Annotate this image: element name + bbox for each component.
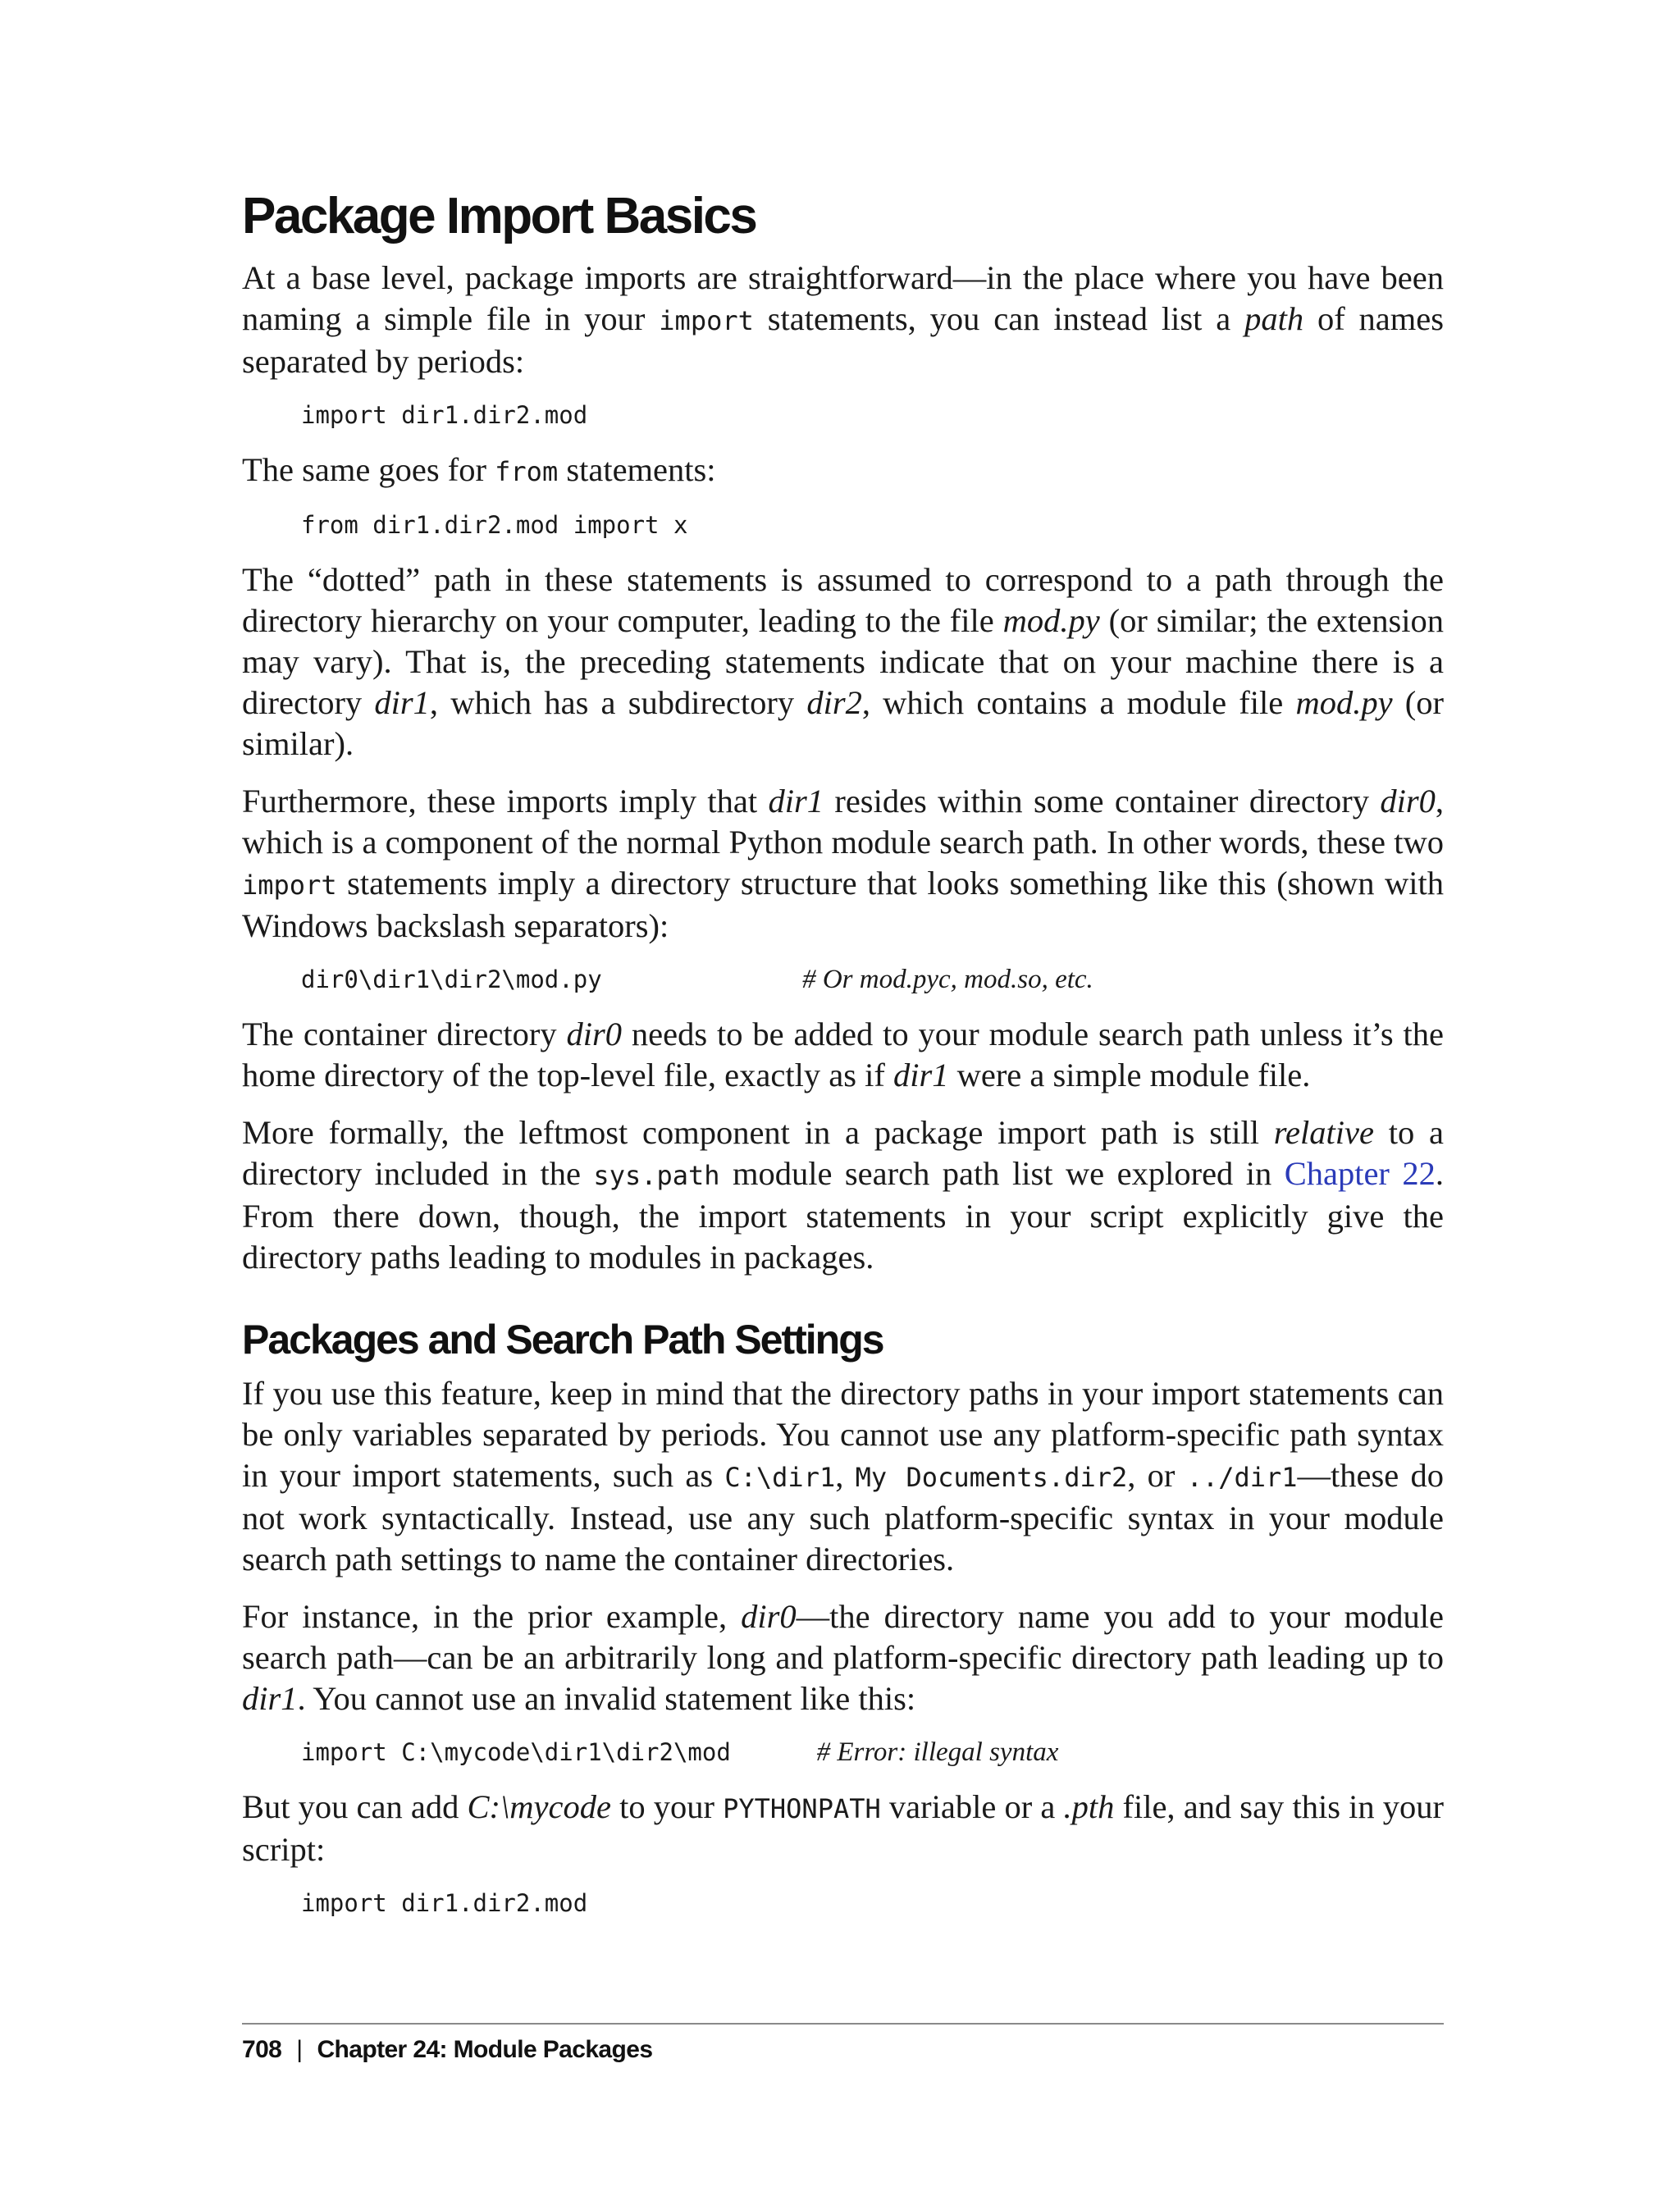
text: to a directory included in the bbox=[242, 1114, 1444, 1192]
inline-code: sys.path bbox=[593, 1160, 720, 1191]
code-line: import dir1.dir2.mod bbox=[301, 1889, 588, 1917]
text: If you use this feature, keep in mind that the directory paths in your import statements can be only variables separated by periods. You cannot use any platform-specific path syntax in your import statements, such as bbox=[242, 1375, 1444, 1494]
code-block bbox=[301, 1736, 1444, 1769]
text: statements: bbox=[558, 451, 716, 488]
emphasis: dir0 bbox=[1380, 783, 1436, 819]
text: statements imply a directory structure that looks something like this (shown with Windows backslash separators): bbox=[242, 865, 1444, 944]
text: —the directory name you add to your module search path—can be an arbitrarily long and platform-specific directory path leading up to bbox=[242, 1598, 1445, 1676]
text: (or similar; the extension may vary). That is, the preceding statements indicate that on your machine there is a directory bbox=[242, 602, 1445, 721]
inline-code: import bbox=[659, 305, 754, 336]
code-block bbox=[301, 399, 1444, 431]
chapter-22-link[interactable]: Chapter 22 bbox=[1284, 1155, 1436, 1192]
code-line: dir0\dir1\dir2\mod.py bbox=[301, 966, 602, 993]
inline-code: C:\dir1 bbox=[724, 1462, 836, 1493]
text: module search path list we explored in bbox=[719, 1155, 1285, 1192]
inline-code: import bbox=[242, 870, 337, 901]
text: At a base level, package imports are straightforward—in the place where you have been naming a simple file in your bbox=[242, 259, 1444, 337]
text: Furthermore, these imports imply that bbox=[242, 783, 769, 819]
text: , which contains a module file bbox=[861, 684, 1296, 721]
text: The “dotted” path in these statements is assumed to correspond to a path through the directory hierarchy on your computer, leading to the file bbox=[242, 561, 1444, 639]
code-block bbox=[301, 963, 1444, 996]
section-title-packages-and-search-path-settings: Packages and Search Path Settings bbox=[242, 1317, 883, 1363]
text: But you can add bbox=[242, 1788, 468, 1825]
emphasis: dir1 bbox=[242, 1680, 298, 1717]
text: (or similar). bbox=[242, 684, 1444, 762]
text: of names separated by periods: bbox=[242, 300, 1445, 380]
text: file, and say this in your script: bbox=[242, 1788, 1444, 1868]
page-footer bbox=[242, 2023, 1444, 2064]
code-block bbox=[301, 509, 1444, 541]
text: More formally, the leftmost component in a package import path is still bbox=[242, 1114, 1274, 1151]
emphasis: C:\mycode bbox=[467, 1788, 611, 1825]
page-content bbox=[242, 182, 1444, 1938]
paragraph bbox=[242, 781, 1444, 947]
text: , which is a component of the normal Python module search path. In other words, these two bbox=[242, 783, 1444, 861]
text: The container directory bbox=[242, 1016, 567, 1052]
paragraph bbox=[242, 450, 1444, 492]
text: —these do not work syntactically. Instead, use any such platform-specific syntax in your module search path settings to name the container directories. bbox=[242, 1457, 1444, 1577]
emphasis: dir0 bbox=[566, 1016, 623, 1052]
code-block bbox=[301, 1887, 1444, 1920]
emphasis: relative bbox=[1273, 1114, 1374, 1151]
text: , or bbox=[1127, 1457, 1187, 1494]
paragraph bbox=[242, 1014, 1444, 1096]
text: to your bbox=[610, 1788, 724, 1825]
emphasis: mod.py bbox=[1002, 602, 1100, 639]
inline-code: from bbox=[495, 456, 559, 487]
code-line: from dir1.dir2.mod import x bbox=[301, 511, 688, 539]
paragraph bbox=[242, 258, 1444, 382]
paragraph bbox=[242, 1596, 1444, 1719]
emphasis: dir1 bbox=[892, 1057, 949, 1093]
paragraph bbox=[242, 1787, 1444, 1870]
inline-code: PYTHONPATH bbox=[723, 1793, 881, 1824]
emphasis: dir1 bbox=[768, 783, 824, 819]
paragraph bbox=[242, 559, 1444, 765]
code-line: import C:\mycode\dir1\dir2\mod bbox=[301, 1738, 731, 1766]
section-title-package-import-basics: Package Import Basics bbox=[242, 188, 756, 244]
text: were a simple module file. bbox=[948, 1057, 1311, 1093]
emphasis: dir1 bbox=[374, 684, 430, 721]
text: . You cannot use an invalid statement like this: bbox=[297, 1680, 916, 1717]
text: variable or a bbox=[880, 1788, 1064, 1825]
emphasis: .pth bbox=[1063, 1788, 1115, 1825]
inline-code: My Documents.dir2 bbox=[855, 1462, 1128, 1493]
text: statements, you can instead list a bbox=[753, 300, 1245, 337]
text: For instance, in the prior example, bbox=[242, 1598, 742, 1635]
code-comment: # Or mod.pyc, mod.so, etc. bbox=[802, 965, 1093, 994]
paragraph bbox=[242, 1373, 1444, 1580]
text: . From there down, though, the import statements in your script explicitly give the directory paths leading to modules in packages. bbox=[242, 1155, 1444, 1276]
text: needs to be added to your module search path unless it’s the home directory of the top-level file, exactly as if bbox=[242, 1016, 1444, 1093]
emphasis: path bbox=[1244, 300, 1304, 337]
text: , bbox=[835, 1457, 856, 1494]
footer-separator: | bbox=[296, 2036, 303, 2063]
code-comment: # Error: illegal syntax bbox=[816, 1737, 1059, 1767]
page-number: 708 bbox=[242, 2036, 282, 2063]
text: The same goes for bbox=[242, 451, 495, 488]
paragraph bbox=[242, 1112, 1444, 1278]
text: , which has a subdirectory bbox=[429, 684, 807, 721]
text: resides within some container directory bbox=[824, 783, 1381, 819]
emphasis: dir0 bbox=[741, 1598, 797, 1635]
code-line: import dir1.dir2.mod bbox=[301, 401, 588, 429]
emphasis: mod.py bbox=[1295, 684, 1393, 721]
inline-code: ../dir1 bbox=[1186, 1462, 1298, 1493]
chapter-title: Chapter 24: Module Packages bbox=[317, 2036, 653, 2063]
emphasis: dir2 bbox=[806, 684, 862, 721]
